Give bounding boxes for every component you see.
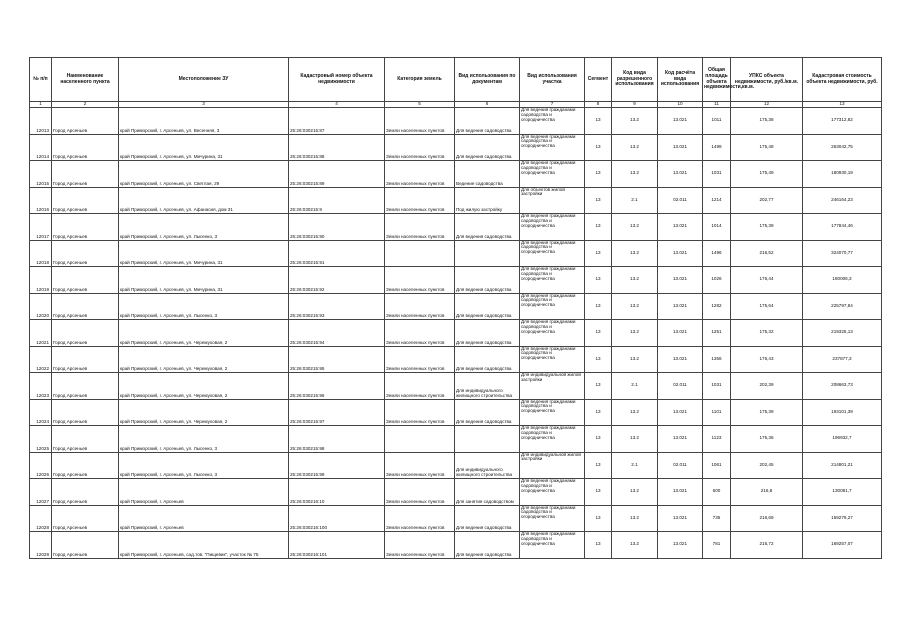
header-cell: Кадастровый номер объекта недвижимости xyxy=(289,58,385,102)
use-by-documents-cell xyxy=(455,426,520,453)
calc-code-cell: 02.011 xyxy=(658,373,703,400)
upks-value-cell: 175,43 xyxy=(731,346,803,373)
cadastral-number-cell: 25:26:030215:93 xyxy=(289,293,385,320)
calc-code-cell: 13.021 xyxy=(658,214,703,241)
area-cell: 1499 xyxy=(703,134,731,161)
calc-code-cell: 13.021 xyxy=(658,293,703,320)
column-number: 5 xyxy=(385,102,455,108)
area-cell: 1101 xyxy=(703,399,731,426)
segment-cell: 13 xyxy=(585,161,612,188)
table-row xyxy=(30,399,882,426)
cadastral-number-cell: 25:26:030215:91 xyxy=(289,240,385,267)
table-body xyxy=(30,108,882,559)
land-category-cell: Земли населенных пунктов xyxy=(385,108,455,135)
town-name-cell: Город Арсеньев xyxy=(52,320,119,347)
cadastral-cost-cell: 237877,3 xyxy=(803,346,882,373)
cadastral-number-cell: 25:26:030215:88 xyxy=(289,134,385,161)
area-cell: 1031 xyxy=(703,373,731,400)
actual-use-cell: Для ведения гражданами садоводства и огородничества xyxy=(520,108,585,135)
segment-cell: 13 xyxy=(585,267,612,294)
actual-use-cell: Для индивидуальной жилой застройки xyxy=(520,373,585,400)
calc-code-cell: 02.011 xyxy=(658,452,703,479)
row-number-cell: 12028 xyxy=(30,505,52,532)
permitted-use-code-cell: 2.1 xyxy=(612,187,658,214)
cadastral-number-cell: 25:26:030215:99 xyxy=(289,452,385,479)
town-name-cell: Город Арсеньев xyxy=(52,214,119,241)
row-number-cell: 12027 xyxy=(30,479,52,506)
cadastral-number-cell: 25:26:030215:9 xyxy=(289,187,385,214)
header-row xyxy=(30,58,882,102)
table-row xyxy=(30,479,882,506)
actual-use-cell: Для индивидуальной жилой застройки xyxy=(520,452,585,479)
land-category-cell: Земли населенных пунктов xyxy=(385,267,455,294)
row-number-cell: 12018 xyxy=(30,240,52,267)
header-cell: Общая площадь объекта недвижимости,кв.м. xyxy=(703,58,731,102)
cadastral-cost-cell: 130081,7 xyxy=(803,479,882,506)
header-cell: Вид использования участка xyxy=(520,58,585,102)
row-number-cell: 12029 xyxy=(30,532,52,559)
header-cell: Сегмент xyxy=(585,58,612,102)
permitted-use-code-cell: 13.2 xyxy=(612,346,658,373)
use-by-documents-cell: Для ведения садоводства xyxy=(455,293,520,320)
column-number: 13 xyxy=(803,102,882,108)
table-row xyxy=(30,108,882,135)
row-number-cell: 12023 xyxy=(30,373,52,400)
permitted-use-code-cell: 13.2 xyxy=(612,240,658,267)
cadastral-number-cell: 25:26:030215:98 xyxy=(289,426,385,453)
location-cell: край Приморский, г. Арсеньев, ул. Черемуховая, 2 xyxy=(119,320,289,347)
header-cell: Код расчёта вида использования xyxy=(658,58,703,102)
table-row xyxy=(30,505,882,532)
area-cell: 1014 xyxy=(703,214,731,241)
row-number-cell: 12019 xyxy=(30,267,52,294)
town-name-cell: Город Арсеньев xyxy=(52,452,119,479)
actual-use-cell: Для ведения гражданами садоводства и огородничества xyxy=(520,532,585,559)
calc-code-cell: 13.021 xyxy=(658,161,703,188)
cadastral-cost-cell: 324070,77 xyxy=(803,240,882,267)
segment-cell: 13 xyxy=(585,505,612,532)
calc-code-cell: 13.021 xyxy=(658,320,703,347)
town-name-cell: Город Арсеньев xyxy=(52,426,119,453)
cadastral-number-cell: 25:26:030215:87 xyxy=(289,108,385,135)
row-number-cell: 12020 xyxy=(30,293,52,320)
header-cell: Кадастровая стоимость объекта недвижимости, руб. xyxy=(803,58,882,102)
column-number: 12 xyxy=(731,102,803,108)
header-cell: Местоположение ЗУ xyxy=(119,58,289,102)
cadastral-number-cell: 25:26:030216:100 xyxy=(289,505,385,532)
cadastral-number-cell: 25:26:030215:94 xyxy=(289,320,385,347)
row-number-cell: 12013 xyxy=(30,108,52,135)
segment-cell: 13 xyxy=(585,293,612,320)
land-category-cell: Земли населенных пунктов xyxy=(385,532,455,559)
segment-cell: 13 xyxy=(585,187,612,214)
header-cell: № п/п xyxy=(30,58,52,102)
segment-cell: 13 xyxy=(585,426,612,453)
land-category-cell: Земли населенных пунктов xyxy=(385,452,455,479)
use-by-documents-cell: Для ведения садоводства xyxy=(455,320,520,347)
segment-cell: 13 xyxy=(585,240,612,267)
column-number: 11 xyxy=(703,102,731,108)
cadastral-table xyxy=(29,57,882,559)
actual-use-cell: Для ведения гражданами садоводства и огородничества xyxy=(520,267,585,294)
cadastral-cost-cell: 180006,3 xyxy=(803,267,882,294)
table-row xyxy=(30,532,882,559)
area-cell: 1356 xyxy=(703,346,731,373)
calc-code-cell: 13.021 xyxy=(658,108,703,135)
table-row xyxy=(30,346,882,373)
cadastral-number-cell: 25:26:030215:95 xyxy=(289,346,385,373)
town-name-cell: Город Арсеньев xyxy=(52,267,119,294)
column-number: 7 xyxy=(520,102,585,108)
upks-value-cell: 175,36 xyxy=(731,426,803,453)
use-by-documents-cell: Для индивидуального жилищного строительства xyxy=(455,452,520,479)
town-name-cell: Город Арсеньев xyxy=(52,187,119,214)
permitted-use-code-cell: 13.2 xyxy=(612,267,658,294)
header-cell: Вид использования по документам xyxy=(455,58,520,102)
use-by-documents-cell: Для ведения садоводства xyxy=(455,134,520,161)
column-number: 1 xyxy=(30,102,52,108)
land-category-cell: Земли населенных пунктов xyxy=(385,320,455,347)
calc-code-cell: 13.021 xyxy=(658,399,703,426)
land-category-cell: Земли населенных пунктов xyxy=(385,161,455,188)
area-cell: 1123 xyxy=(703,426,731,453)
area-cell: 1214 xyxy=(703,187,731,214)
permitted-use-code-cell: 13.2 xyxy=(612,214,658,241)
table-row xyxy=(30,320,882,347)
upks-value-cell: 175,32 xyxy=(731,320,803,347)
area-cell: 1061 xyxy=(703,452,731,479)
upks-value-cell: 216,8 xyxy=(731,479,803,506)
use-by-documents-cell: Под жилую застройку xyxy=(455,187,520,214)
segment-cell: 13 xyxy=(585,399,612,426)
segment-cell: 13 xyxy=(585,479,612,506)
actual-use-cell: Для ведения гражданами садоводства и огородничества xyxy=(520,161,585,188)
land-category-cell: Земли населенных пунктов xyxy=(385,214,455,241)
actual-use-cell: Для объектов жилой застройки xyxy=(520,187,585,214)
upks-value-cell: 175,39 xyxy=(731,214,803,241)
row-number-cell: 12017 xyxy=(30,214,52,241)
actual-use-cell: Для ведения гражданами садоводства и огородничества xyxy=(520,479,585,506)
town-name-cell: Город Арсеньев xyxy=(52,346,119,373)
town-name-cell: Город Арсеньев xyxy=(52,532,119,559)
header-cell: Код вида разрешенного использования xyxy=(612,58,658,102)
cadastral-cost-cell: 196932,7 xyxy=(803,426,882,453)
calc-code-cell: 13.021 xyxy=(658,240,703,267)
row-number-cell: 12025 xyxy=(30,426,52,453)
column-number: 6 xyxy=(455,102,520,108)
permitted-use-code-cell: 13.2 xyxy=(612,399,658,426)
upks-value-cell: 202,39 xyxy=(731,373,803,400)
cadastral-cost-cell: 214801,21 xyxy=(803,452,882,479)
land-category-cell: Земли населенных пунктов xyxy=(385,187,455,214)
calc-code-cell: 13.021 xyxy=(658,532,703,559)
calc-code-cell: 02.011 xyxy=(658,187,703,214)
location-cell: край Приморский, г. Арсеньев, ул. Афанасия, дом 31 xyxy=(119,187,289,214)
land-category-cell: Земли населенных пунктов xyxy=(385,479,455,506)
upks-value-cell: 216,72 xyxy=(731,532,803,559)
location-cell: край Приморский, г. Арсеньев, ул. Лысенко, 3 xyxy=(119,426,289,453)
location-cell: край Приморский, г. Арсеньев, сад.тов. "Пищевик", участок № 75 xyxy=(119,532,289,559)
actual-use-cell: Для ведения гражданами садоводства и огородничества xyxy=(520,134,585,161)
land-category-cell: Земли населенных пунктов xyxy=(385,505,455,532)
town-name-cell: Город Арсеньев xyxy=(52,134,119,161)
location-cell: край Приморский, г. Арсеньев xyxy=(119,479,289,506)
calc-code-cell: 13.021 xyxy=(658,426,703,453)
row-number-cell: 12024 xyxy=(30,399,52,426)
segment-cell: 13 xyxy=(585,452,612,479)
column-number: 3 xyxy=(119,102,289,108)
permitted-use-code-cell: 2.1 xyxy=(612,373,658,400)
cadastral-cost-cell: 177844,46 xyxy=(803,214,882,241)
location-cell: край Приморский, г. Арсеньев, ул. Лысенко, 3 xyxy=(119,452,289,479)
area-cell: 1031 xyxy=(703,161,731,188)
town-name-cell: Город Арсеньев xyxy=(52,293,119,320)
use-by-documents-cell: Для индивидуального жилищного строительства xyxy=(455,373,520,400)
town-name-cell: Город Арсеньев xyxy=(52,240,119,267)
use-by-documents-cell: Для ведения садоводства xyxy=(455,399,520,426)
segment-cell: 13 xyxy=(585,214,612,241)
actual-use-cell: Для ведения гражданами садоводства и огородничества xyxy=(520,399,585,426)
actual-use-cell: Для ведения гражданами садоводства и огородничества xyxy=(520,505,585,532)
upks-value-cell: 175,48 xyxy=(731,134,803,161)
cadastral-cost-cell: 263042,75 xyxy=(803,134,882,161)
row-number-cell: 12022 xyxy=(30,346,52,373)
calc-code-cell: 13.021 xyxy=(658,267,703,294)
cadastral-cost-cell: 246164,23 xyxy=(803,187,882,214)
segment-cell: 13 xyxy=(585,373,612,400)
segment-cell: 13 xyxy=(585,320,612,347)
calc-code-cell: 13.021 xyxy=(658,346,703,373)
area-cell: 600 xyxy=(703,479,731,506)
permitted-use-code-cell: 13.2 xyxy=(612,505,658,532)
location-cell: край Приморский, г. Арсеньев, ул. Черемуховая, 2 xyxy=(119,373,289,400)
area-cell: 735 xyxy=(703,505,731,532)
permitted-use-code-cell: 13.2 xyxy=(612,320,658,347)
area-cell: 1011 xyxy=(703,108,731,135)
table-row xyxy=(30,373,882,400)
table-row xyxy=(30,134,882,161)
area-cell: 781 xyxy=(703,532,731,559)
table-row xyxy=(30,214,882,241)
permitted-use-code-cell: 13.2 xyxy=(612,134,658,161)
header-cell: Наименование населенного пункта xyxy=(52,58,119,102)
location-cell: край Приморский, г. Арсеньев, ул. Мичурина, 31 xyxy=(119,267,289,294)
upks-value-cell: 175,64 xyxy=(731,293,803,320)
land-category-cell xyxy=(385,426,455,453)
table-row xyxy=(30,452,882,479)
column-number: 4 xyxy=(289,102,385,108)
actual-use-cell: Для ведения гражданами садоводства и огородничества xyxy=(520,320,585,347)
upks-value-cell: 216,69 xyxy=(731,505,803,532)
cadastral-number-cell: 25:26:030215:89 xyxy=(289,161,385,188)
cadastral-number-cell: 25:26:030215:90 xyxy=(289,214,385,241)
upks-value-cell: 175,44 xyxy=(731,267,803,294)
actual-use-cell: Для ведения гражданами садоводства и огородничества xyxy=(520,426,585,453)
cadastral-number-cell: 25:26:030215:97 xyxy=(289,399,385,426)
column-number: 9 xyxy=(612,102,658,108)
permitted-use-code-cell: 13.2 xyxy=(612,479,658,506)
use-by-documents-cell: Для ведения садоводства xyxy=(455,108,520,135)
town-name-cell: Город Арсеньев xyxy=(52,161,119,188)
header-cell: УПКС объекта недвижимости, руб./кв.м. xyxy=(731,58,803,102)
row-number-cell: 12021 xyxy=(30,320,52,347)
cadastral-number-cell: 25:26:030216:10 xyxy=(289,479,385,506)
location-cell: край Приморский, г. Арсеньев, ул. Мичурина, 31 xyxy=(119,240,289,267)
cadastral-cost-cell: 169257,07 xyxy=(803,532,882,559)
use-by-documents-cell xyxy=(455,240,520,267)
location-cell: край Приморский, г. Арсеньев xyxy=(119,505,289,532)
column-number: 10 xyxy=(658,102,703,108)
segment-cell: 13 xyxy=(585,134,612,161)
table-row xyxy=(30,187,882,214)
cadastral-cost-cell: 177312,82 xyxy=(803,108,882,135)
table-row xyxy=(30,267,882,294)
permitted-use-code-cell: 13.2 xyxy=(612,532,658,559)
upks-value-cell: 175,39 xyxy=(731,399,803,426)
area-cell: 1026 xyxy=(703,267,731,294)
town-name-cell: Город Арсеньев xyxy=(52,373,119,400)
cadastral-cost-cell: 159279,27 xyxy=(803,505,882,532)
location-cell: край Приморский, г. Арсеньев, ул. Весенняя, 3 xyxy=(119,108,289,135)
use-by-documents-cell: Для ведения садоводства xyxy=(455,505,520,532)
cadastral-cost-cell: 208663,73 xyxy=(803,373,882,400)
calc-code-cell: 13.021 xyxy=(658,505,703,532)
cadastral-number-cell: 25:26:030216:101 xyxy=(289,532,385,559)
land-category-cell: Земли населенных пунктов xyxy=(385,373,455,400)
calc-code-cell: 13.021 xyxy=(658,134,703,161)
area-cell: 1251 xyxy=(703,320,731,347)
land-category-cell: Земли населенных пунктов xyxy=(385,346,455,373)
permitted-use-code-cell: 13.2 xyxy=(612,108,658,135)
land-category-cell xyxy=(385,240,455,267)
location-cell: край Приморский, г. Арсеньев, ул. Черемуховая, 2 xyxy=(119,399,289,426)
upks-value-cell: 202,45 xyxy=(731,452,803,479)
table-row xyxy=(30,240,882,267)
use-by-documents-cell: Для ведения садоводства xyxy=(455,346,520,373)
segment-cell: 13 xyxy=(585,108,612,135)
row-number-cell: 12015 xyxy=(30,161,52,188)
row-number-cell: 12014 xyxy=(30,134,52,161)
actual-use-cell: Для ведения гражданами садоводства и огородничества xyxy=(520,214,585,241)
town-name-cell: Город Арсеньев xyxy=(52,399,119,426)
upks-value-cell: 202,77 xyxy=(731,187,803,214)
upks-value-cell: 216,52 xyxy=(731,240,803,267)
location-cell: край Приморский, г. Арсеньев, ул. Черемуховая, 2 xyxy=(119,346,289,373)
permitted-use-code-cell: 13.2 xyxy=(612,426,658,453)
calc-code-cell: 13.021 xyxy=(658,479,703,506)
land-category-cell: Земли населенных пунктов xyxy=(385,293,455,320)
area-cell: 1282 xyxy=(703,293,731,320)
area-cell: 1496 xyxy=(703,240,731,267)
permitted-use-code-cell: 2.1 xyxy=(612,452,658,479)
table-row xyxy=(30,293,882,320)
town-name-cell: Город Арсеньев xyxy=(52,479,119,506)
location-cell: край Приморский, г. Арсеньев, ул. Лысенко, 3 xyxy=(119,293,289,320)
location-cell: край Приморский, г. Арсеньев, ул. Мичурина, 31 xyxy=(119,134,289,161)
actual-use-cell: Для ведения гражданами садоводства и огородничества xyxy=(520,346,585,373)
use-by-documents-cell: Для ведения садоводства xyxy=(455,267,520,294)
upks-value-cell: 175,38 xyxy=(731,108,803,135)
actual-use-cell: Для ведения гражданами садоводства и огородничества xyxy=(520,240,585,267)
town-name-cell: Город Арсеньев xyxy=(52,505,119,532)
cadastral-cost-cell: 219325,13 xyxy=(803,320,882,347)
use-by-documents-cell: Для занятия садоводством xyxy=(455,479,520,506)
use-by-documents-cell: Для ведения садоводства xyxy=(455,214,520,241)
location-cell: край Приморский, г. Арсеньев, ул. Лысенко, 3 xyxy=(119,214,289,241)
column-number: 2 xyxy=(52,102,119,108)
row-number-cell: 12026 xyxy=(30,452,52,479)
table-row xyxy=(30,161,882,188)
segment-cell: 13 xyxy=(585,532,612,559)
header-cell: Категория земель xyxy=(385,58,455,102)
table-row xyxy=(30,426,882,453)
cadastral-cost-cell: 180930,19 xyxy=(803,161,882,188)
cadastral-cost-cell: 225797,84 xyxy=(803,293,882,320)
cadastral-cost-cell: 193101,39 xyxy=(803,399,882,426)
land-category-cell: Земли населенных пунктов xyxy=(385,399,455,426)
use-by-documents-cell: Ведение садоводства xyxy=(455,161,520,188)
cadastral-number-cell: 25:26:030215:96 xyxy=(289,373,385,400)
location-cell: край Приморский, г. Арсеньев, ул. Светлая, 29 xyxy=(119,161,289,188)
use-by-documents-cell: Для ведения садоводства xyxy=(455,532,520,559)
town-name-cell: Город Арсеньев xyxy=(52,108,119,135)
land-category-cell: Земли населенных пунктов xyxy=(385,134,455,161)
column-number: 8 xyxy=(585,102,612,108)
permitted-use-code-cell: 13.2 xyxy=(612,293,658,320)
permitted-use-code-cell: 13.2 xyxy=(612,161,658,188)
row-number-cell: 12016 xyxy=(30,187,52,214)
cadastral-number-cell: 25:26:030215:92 xyxy=(289,267,385,294)
segment-cell: 13 xyxy=(585,346,612,373)
actual-use-cell: Для ведения гражданами садоводства и огородничества xyxy=(520,293,585,320)
upks-value-cell: 175,49 xyxy=(731,161,803,188)
